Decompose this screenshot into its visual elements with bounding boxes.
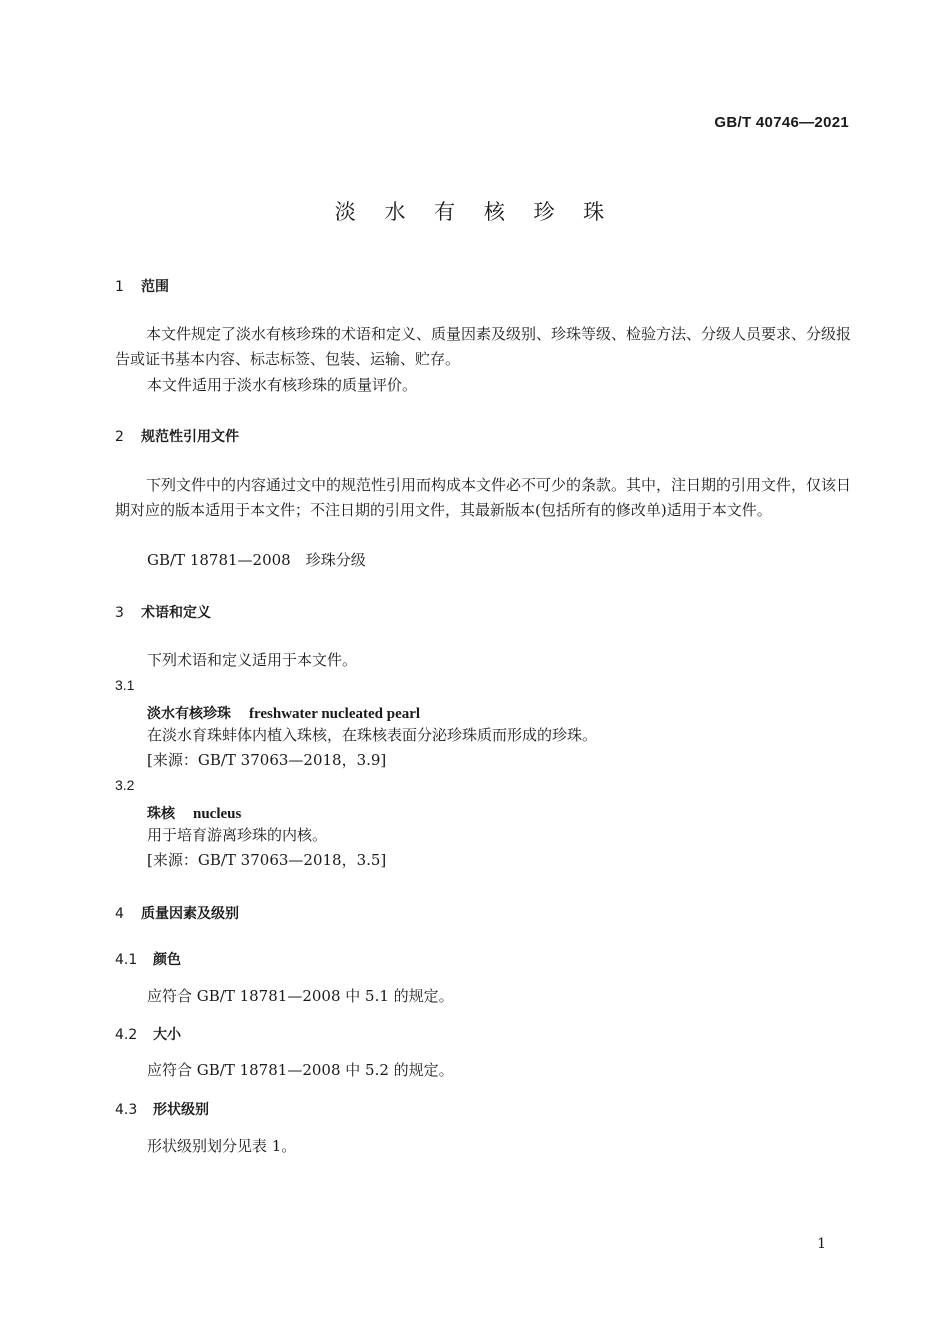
section-4-2-heading <box>115 1024 181 1044</box>
section-number: 4 <box>115 906 124 922</box>
section-number: 4.2 <box>115 1027 138 1043</box>
section-3-intro: 下列术语和定义适用于本文件。 <box>147 651 358 669</box>
term-3-2-source: [来源：GB/T 37063—2018，3.5] <box>147 851 387 869</box>
term-3-1-definition: 在淡水育珠蚌体内植入珠核，在珠核表面分泌珍珠质而形成的珍珠。 <box>147 726 598 744</box>
section-title: 质量因素及级别 <box>141 906 239 922</box>
page-number: 1 <box>817 1236 826 1252</box>
section-4-2-text: 应符合 GB/T 18781—2008 中 5.2 的规定。 <box>147 1061 454 1079</box>
term-3-2 <box>147 803 241 823</box>
section-4-1-heading <box>115 949 181 969</box>
document-title: 淡 水 有 核 珍 珠 <box>334 200 616 224</box>
term-chinese: 珠核 <box>147 806 175 822</box>
standard-code: GB/T 40746—2021 <box>714 114 849 131</box>
normative-reference: GB/T 18781—2008 珍珠分级 <box>147 551 366 569</box>
term-number-3-1: 3.1 <box>115 677 135 693</box>
term-3-2-definition: 用于培育游离珍珠的内核。 <box>147 826 328 844</box>
section-title: 规范性引用文件 <box>141 429 239 445</box>
section-number: 4.3 <box>115 1102 138 1118</box>
section-2-heading <box>115 426 239 446</box>
section-number: 2 <box>115 429 124 445</box>
term-english: nucleus <box>193 806 242 822</box>
section-2-paragraph: 下列文件中的内容通过文中的规范性引用而构成本文件必不可少的条款。其中，注日期的引用文件，仅该日期对应的版本适用于本文件；不注日期的引用文件，其最新版本(包括所有的修改单)适用于本文件。 <box>115 476 852 519</box>
section-4-3-text: 形状级别划分见表 1。 <box>147 1137 297 1155</box>
section-title: 大小 <box>153 1027 181 1043</box>
section-title: 颜色 <box>153 952 181 968</box>
section-title: 范围 <box>141 279 169 295</box>
section-number: 3 <box>115 605 124 621</box>
term-3-1-source: [来源：GB/T 37063—2018，3.9] <box>147 751 387 769</box>
term-number-3-2: 3.2 <box>115 777 135 793</box>
section-title: 形状级别 <box>153 1102 209 1118</box>
section-4-heading <box>115 903 239 923</box>
section-1-paragraph-1: 本文件规定了淡水有核珍珠的术语和定义、质量因素及级别、珍珠等级、检验方法、分级人员要求、分级报告或证书基本内容、标志标签、包装、运输、贮存。 <box>115 325 852 368</box>
term-english: freshwater nucleated pearl <box>249 706 421 722</box>
section-number: 1 <box>115 279 124 295</box>
section-title: 术语和定义 <box>141 605 211 621</box>
section-3-heading <box>115 602 211 622</box>
term-chinese: 淡水有核珍珠 <box>147 706 231 722</box>
section-4-1-text: 应符合 GB/T 18781—2008 中 5.1 的规定。 <box>147 987 454 1005</box>
term-3-1 <box>147 703 420 723</box>
section-1-heading <box>115 276 169 296</box>
section-number: 4.1 <box>115 952 138 968</box>
section-1-paragraph-2: 本文件适用于淡水有核珍珠的质量评价。 <box>147 376 418 394</box>
section-4-3-heading <box>115 1099 209 1119</box>
